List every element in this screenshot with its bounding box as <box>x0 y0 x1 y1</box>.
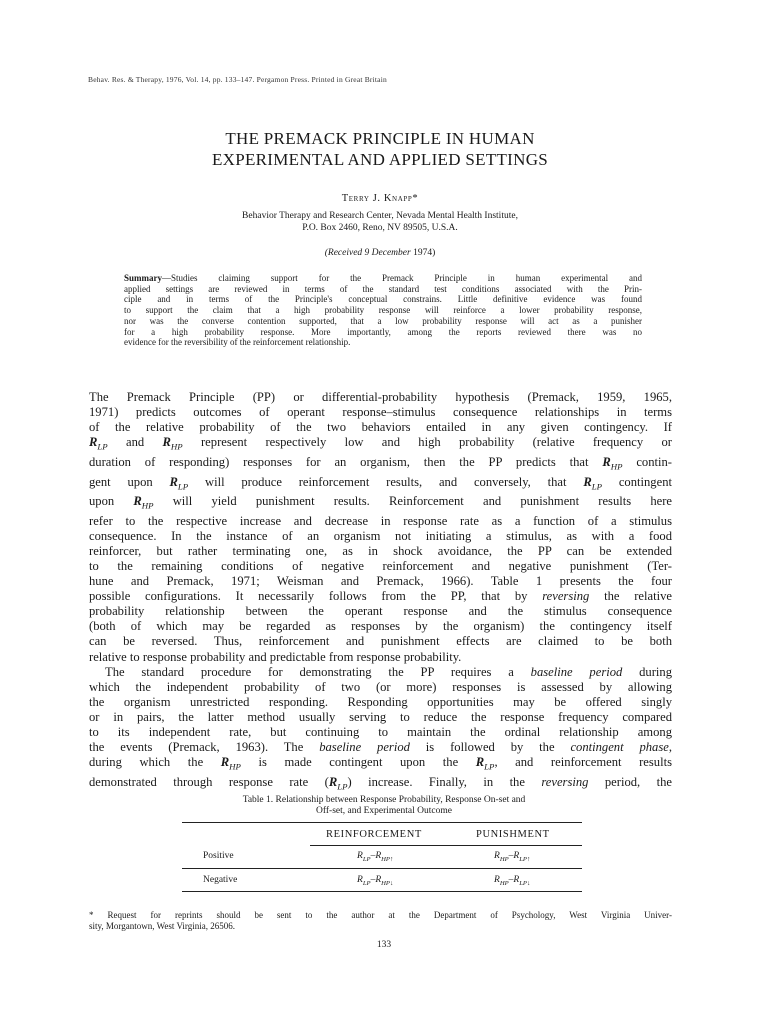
title-line-2: EXPERIMENTAL AND APPLIED SETTINGS <box>211 150 549 169</box>
body-line: refer to the respective increase and decrease in response rate as a function of a stimulus <box>89 513 672 528</box>
summary-abstract: Summary—Studies claiming support for the Premack Principle in human experimental and applied settings are reviewed in terms of the standard test conditions associated with the Prin- ciple and in terms of the Principle's conceptual constrains. Little definitive evidence was found to support the claim that a high probability response will reinforce a lower probability response, nor was the converse contention supported, that a low probability response will act as a punisher for a high probability response. More importantly, among the reports reviewed there was no evidence for the reversibility of the reinforcement relationship. <box>124 273 642 348</box>
author-name: Terry J. Knapp* <box>341 193 419 204</box>
table-cell-negative-reinforcement: $R_{LP}-R_{HP↓}$ <box>357 875 394 887</box>
body-line: The standard procedure for demonstrating the PP requires a baseline period during <box>105 664 672 679</box>
title-line-1: THE PREMACK PRINCIPLE IN HUMAN <box>225 129 535 148</box>
body-line: relative to response probability and predictable from response probability. <box>89 649 462 664</box>
body-line: gent upon $R_{LP}$ will produce reinforcement results, and conversely, that $R_{LP}$ contingent <box>89 474 672 492</box>
body-line: can be reversed. Thus, reinforcement and punishment effects are claimed to be both <box>89 634 672 649</box>
body-line: which the independent probability of two (or more) responses is assessed by allowing <box>89 679 672 694</box>
running-head: Behav. Res. & Therapy, 1976, Vol. 14, pp. 133–147. Pergamon Press. Printed in Great Britain <box>88 75 387 84</box>
body-line: consequence. In the instance of an organism not initiating a stimulus, as with a food <box>89 528 672 543</box>
table-cell-positive-punishment: $R_{HP}-R_{LP↑}$ <box>494 851 531 863</box>
body-line: during which the $R_{HP}$ is made contingent upon the $R_{LP}$, and reinforcement results <box>89 755 672 772</box>
affiliation-line-1: Behavior Therapy and Research Center, Nevada Mental Health Institute, <box>242 211 518 221</box>
table-header-punishment: PUNISHMENT <box>476 829 550 840</box>
body-line: The Premack Principle (PP) or differential-probability hypothesis (Premack, 1959, 1965, <box>89 390 672 404</box>
footnote: * Request for reprints should be sent to the author at the Department of Psychology, West Virginia Univer- sity, Morgantown, West Virginia, 26506. <box>89 910 672 931</box>
body-line: hune and Premack, 1971; Weisman and Premack, 1966). Table 1 presents the four <box>89 574 672 589</box>
table-row-label-positive: Positive <box>203 851 234 861</box>
received-date: (Received 9 December 1974) <box>324 248 436 258</box>
table-top-rule <box>182 822 582 823</box>
page-number: 133 <box>376 940 392 950</box>
table-header-reinforcement: REINFORCEMENT <box>326 829 422 840</box>
body-line: of the relative probability of the two behaviors entailed in any given contingency. If <box>89 420 672 435</box>
body-line: 1971) predicts outcomes of operant response–stimulus consequence relationships in terms <box>89 405 672 420</box>
body-line: upon $R_{HP}$ will yield punishment results. Reinforcement and punishment results here <box>89 494 672 511</box>
author-affiliation <box>120 210 640 234</box>
body-line: duration of responding) responses for an organism, then the PP predicts that $R_{HP}$ contin- <box>89 454 672 472</box>
body-line: possible configurations. It necessarily follows from the PP, that by reversing the relative <box>89 589 672 604</box>
affiliation-line-2: P.O. Box 2460, Reno, NV 89505, U.S.A. <box>302 223 458 233</box>
body-line: probability relationship between the operant response and the stimulus consequence <box>89 604 672 619</box>
body-line: the events (Premack, 1963). The baseline period is followed by the contingent phase, <box>89 740 673 755</box>
body-line: (both of which may be regarded as responses by the organism) the contingency itself <box>89 619 672 634</box>
table-cell-negative-punishment: $R_{HP}-R_{LP↓}$ <box>494 875 531 887</box>
body-line: the organism unrestricted responding. Responding opportunities may be offered singly <box>89 694 672 709</box>
body-line: demonstrated through response rate $(R_{LP})$ increase. Finally, in the reversing period, the <box>89 774 672 792</box>
table-header-rule <box>310 845 582 846</box>
table-bottom-rule <box>182 891 582 892</box>
body-line: reinforcer, but rather terminating one, as in shock avoidance, the PP can be extended <box>89 543 672 558</box>
table-caption: Table 1. Relationship between Response Probability, Response On-set and Off-set, and Experimental Outcome <box>242 795 526 816</box>
summary-label: Summary <box>124 273 162 283</box>
table-mid-rule <box>182 868 582 869</box>
paper-title <box>120 128 640 170</box>
body-line: $R_{LP}$ and $R_{HP}$ represent respectively low and high probability (relative frequency or <box>89 435 672 452</box>
table-row-label-negative: Negative <box>203 875 238 885</box>
body-line: to its independent rate, but continuing to maintain the ordinal relationship among <box>89 725 672 740</box>
body-line: or in pairs, the latter method usually serving to reduce the response frequency compared <box>89 709 672 724</box>
body-line: to the remaining conditions of negative reinforcement and negative punishment (Ter- <box>89 559 672 573</box>
body-text <box>89 390 672 794</box>
table-cell-positive-reinforcement: $R_{LP}-R_{HP↑}$ <box>357 851 394 863</box>
